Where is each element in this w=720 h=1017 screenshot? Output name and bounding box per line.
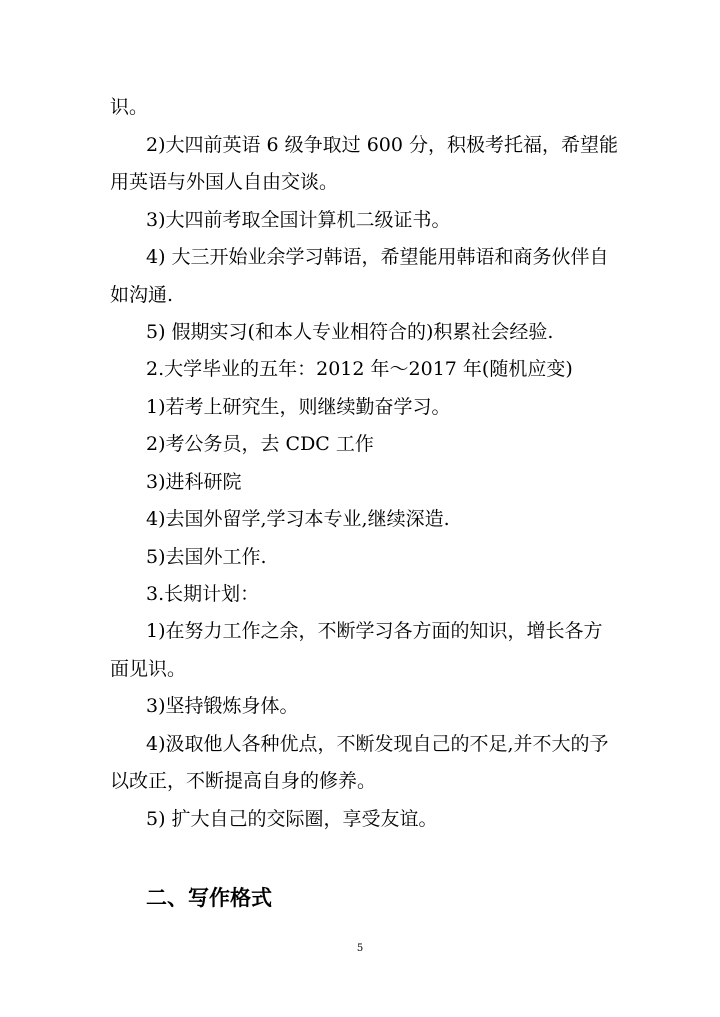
text-line: 4) 大三开始业余学习韩语，希望能用韩语和商务伙伴自 xyxy=(146,246,609,268)
text-line: 5) 扩大自己的交际圈，享受友谊。 xyxy=(146,808,438,830)
text-line: 用英语与外国人自由交谈。 xyxy=(110,171,339,193)
text-line: 2)考公务员，去 CDC 工作 xyxy=(146,433,374,455)
text-line: 如沟通. xyxy=(110,284,174,306)
text-line: 2)大四前英语 6 级争取过 600 分，积极考托福，希望能 xyxy=(146,134,619,156)
text-line: 4)去国外留学,学习本专业,继续深造. xyxy=(146,508,450,530)
text-line: 5)去国外工作. xyxy=(146,546,267,568)
text-line: 以改正，不断提高自身的修养。 xyxy=(110,770,377,792)
text-line: 3)坚持锻炼身体。 xyxy=(146,695,299,717)
text-line: 1)在努力工作之余，不断学习各方面的知识，增长各方 xyxy=(146,620,603,642)
text-line: 4)汲取他人各种优点，不断发现自己的不足,并不大的予 xyxy=(146,733,609,755)
section-heading: 二、写作格式 xyxy=(146,886,272,910)
page-number: 5 xyxy=(356,943,364,954)
text-line: 1)若考上研究生，则继续勤奋学习。 xyxy=(146,396,451,418)
text-line: 识。 xyxy=(110,96,149,118)
text-line: 2.大学毕业的五年：2012 年～2017 年(随机应变) xyxy=(146,358,573,380)
text-line: 3)进科研院 xyxy=(146,471,242,493)
text-line: 5) 假期实习(和本人专业相符合的)积累社会经验. xyxy=(146,321,554,343)
text-line: 3.长期计划： xyxy=(146,583,260,605)
text-line: 面见识。 xyxy=(110,658,187,680)
text-line: 3)大四前考取全国计算机二级证书。 xyxy=(146,209,451,231)
